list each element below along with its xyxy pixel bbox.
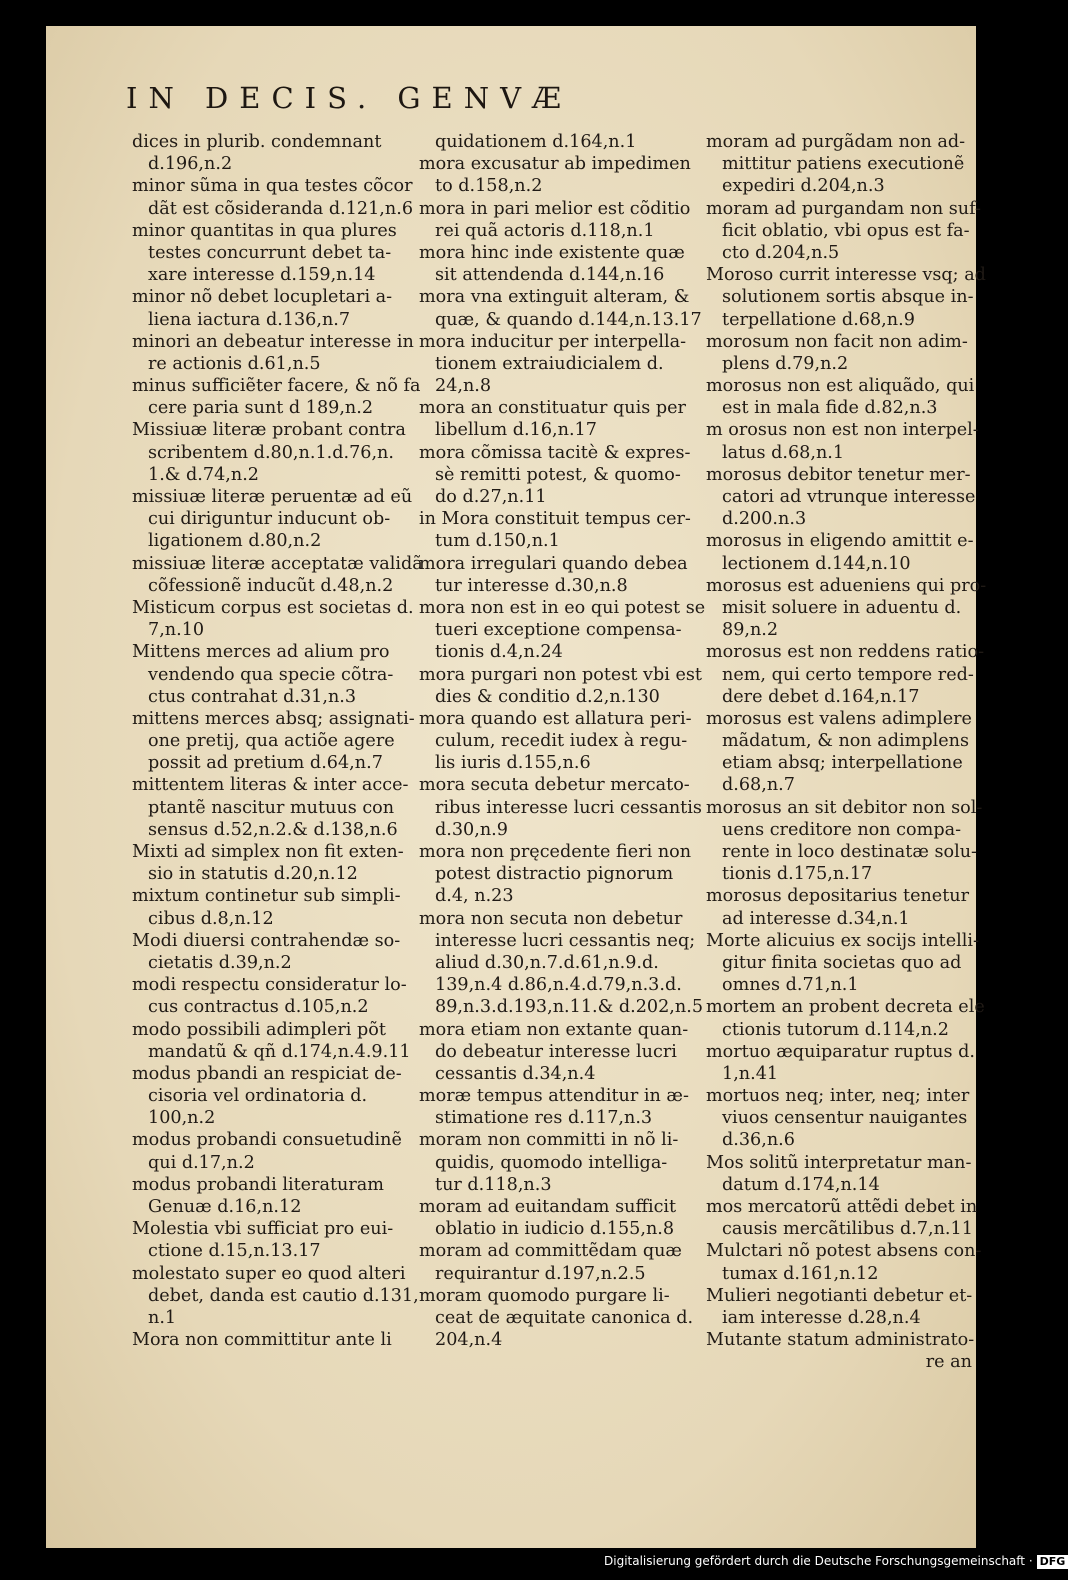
index-line: quidis, quomodo intelliga- [435,1152,668,1173]
index-line: re an [925,1352,972,1373]
index-line: viuos censentur nauigantes [722,1108,968,1129]
index-line: sensus d.52,n.2.& d.138,n.6 [148,819,398,840]
index-line: testes concurrunt debet ta- [148,242,392,263]
index-line: minor quantitas in qua plures [132,220,397,241]
index-line: mittens merces absq; assignati- [132,708,415,729]
index-line: Mittens merces ad alium pro [132,642,390,663]
index-line: morosus est valens adimplere [706,708,972,729]
index-line: cõfessionẽ inducũt d.48,n.2 [148,575,394,596]
index-line: lectionem d.144,n.10 [722,553,911,574]
index-line: Mulctari nõ potest absens con- [706,1241,982,1262]
index-line: tum d.150,n.1 [435,531,560,552]
index-line: quæ, & quando d.144,n.13.17 [435,309,702,330]
index-line: Mos solitũ interpretatur man- [706,1152,972,1173]
index-line: Mixti ad simplex non fit exten- [132,842,404,862]
index-line: scribentem d.80,n.1.d.76,n. [148,442,394,463]
index-line: mora in pari melior est cõditio [419,198,691,219]
index-line: qui d.17,n.2 [148,1152,255,1173]
index-line: mandatũ & qñ d.174,n.4.9.11 [148,1041,411,1062]
index-line: cto d.204,n.5 [722,242,840,263]
index-line: ad interesse d.34,n.1 [722,908,910,929]
index-line: do debeatur interesse lucri [435,1041,677,1062]
index-line: terpellatione d.68,n.9 [722,309,915,330]
index-line: mora inducitur per interpella- [419,331,687,352]
index-line: tueri exceptione compensa- [435,620,682,641]
index-line: minori an debeatur interesse in [132,331,414,352]
index-line: misit soluere in aduentu d. [722,597,962,618]
index-column-1 [132,131,423,1351]
index-line: ctionis tutorum d.114,n.2 [722,1019,949,1040]
index-line: mortuos neq; inter, neq; inter [706,1086,970,1107]
index-line: to d.158,n.2 [435,176,543,197]
index-line: mora cõmissa tacitè & expres- [419,442,691,463]
index-line: iam interesse d.28,n.4 [722,1307,921,1328]
index-line: tur interesse d.30,n.8 [435,575,628,596]
index-line: molestato super eo quod alteri [132,1263,406,1284]
index-line: morosus in eligendo amittit e- [706,531,974,552]
index-line: d.200.n.3 [722,509,807,530]
index-line: 7,n.10 [148,620,205,641]
index-line: 89,n.3.d.193,n.11.& d.202,n.5 [435,997,704,1018]
index-line: d.30,n.9 [435,819,508,840]
index-line: aliud d.30,n.7.d.61,n.9.d. [435,952,659,973]
index-line: est in mala fide d.82,n.3 [722,398,938,419]
index-line: minor sũma in qua testes cõcor [132,176,413,197]
index-line: requirantur d.197,n.2.5 [435,1263,646,1284]
index-line: mos mercatorũ attẽdi debet in [706,1197,978,1217]
index-line: cisoria vel ordinatoria d. [148,1086,368,1107]
index-line: gitur finita societas quo ad [722,952,962,973]
index-line: ribus interesse lucri cessantis [435,797,702,818]
index-line: datum d.174,n.14 [722,1174,880,1195]
index-line: mortuo æquiparatur ruptus d. [706,1041,975,1062]
index-line: mora quando est allatura peri- [419,708,692,729]
index-line: moram non committi in nõ li- [419,1130,679,1151]
index-line: modus probandi literaturam [132,1174,384,1195]
index-line: Morte alicuius ex socijs intelli- [706,930,979,951]
index-line: tionem extraiudicialem d. [435,353,664,374]
index-line: 1.& d.74,n.2 [148,464,259,485]
index-line: missiuæ literæ acceptatæ validã [132,553,423,574]
index-line: 1,n.41 [722,1063,779,1084]
index-line: mora non secuta non debetur [419,908,683,929]
index-line: Mulieri negotianti debetur et- [706,1285,973,1306]
index-line: cus contractus d.105,n.2 [148,997,369,1018]
index-line: ceat de æquitate canonica d. [435,1307,694,1328]
index-line: tionis d.175,n.17 [722,864,873,885]
index-line: mora vna extinguit alteram, & [419,287,690,308]
index-line: morosus non est aliquãdo, qui [706,376,975,397]
index-line: morosum non facit non adim- [706,331,968,352]
index-line: mora an constituatur quis per [419,398,686,419]
index-line: debet, danda est cautio d.131, [148,1285,419,1306]
index-line: d.196,n.2 [148,154,233,175]
index-line: potest distractio pignorum [435,864,674,885]
index-line: stimatione res d.117,n.3 [435,1108,653,1129]
index-line: do d.27,n.11 [435,487,547,507]
index-line: liena iactura d.136,n.7 [148,309,351,330]
index-line: ligationem d.80,n.2 [148,531,322,552]
index-line: moram ad purgãdam non ad- [706,132,966,152]
index-line: 204,n.4 [435,1330,503,1351]
index-line: dãt est cõsideranda d.121,n.6 [148,198,414,219]
index-line: cibus d.8,n.12 [148,908,274,929]
index-line: omnes d.71,n.1 [722,975,859,996]
index-column-3 [706,131,987,1374]
index-line: lis iuris d.155,n.6 [435,753,591,774]
index-line: morosus est adueniens qui pro- [706,575,987,596]
index-line: re actionis d.61,n.5 [148,353,321,374]
index-line: morosus debitor tenetur mer- [706,464,971,485]
index-line: mora non pręcedente fieri non [419,842,692,862]
index-line: Mora non committitur ante li [132,1330,392,1351]
index-line: moram quomodo purgare li- [419,1285,670,1306]
index-line: cui diriguntur inducunt ob- [148,509,391,530]
index-line: 100,n.2 [148,1108,216,1129]
index-line: ctus contrahat d.31,n.3 [148,686,357,707]
index-line: xare interesse d.159,n.14 [148,265,376,286]
index-line: rente in loco destinatæ solu- [722,842,977,862]
index-line: 139,n.4 d.86,n.4.d.79,n.3.d. [435,975,682,996]
index-line: d.68,n.7 [722,775,795,796]
index-line: modus pbandi an respiciat de- [132,1063,402,1084]
index-line: mora non est in eo qui potest se [419,597,706,618]
index-line: culum, recedit iudex à regu- [435,731,688,752]
index-line: dies & conditio d.2,n.130 [435,686,660,707]
index-line: catori ad vtrunque interesse [722,487,976,507]
digitization-footer [604,1551,1066,1571]
index-line: sio in statutis d.20,n.12 [148,864,358,885]
index-line: tur d.118,n.3 [435,1174,552,1195]
index-line: mixtum continetur sub simpli- [132,886,401,907]
index-line: morosus an sit debitor non sol- [706,797,983,818]
index-line: mora excusatur ab impedimen [419,154,691,175]
index-line: d.36,n.6 [722,1130,795,1151]
index-line: mora hinc inde existente quæ [419,242,685,263]
index-line: sit attendenda d.144,n.16 [435,265,665,286]
index-line: mora secuta debetur mercato- [419,775,690,796]
index-line: Modi diuersi contrahendæ so- [132,930,401,951]
index-line: oblatio in iudicio d.155,n.8 [435,1219,675,1240]
index-line: Misticum corpus est societas d. [132,597,414,618]
index-line: causis mercãtilibus d.7,n.11 [722,1219,973,1240]
index-line: minus sufficiẽter facere, & nõ fa [132,376,421,397]
index-line: vendendo qua specie cõtra- [148,664,394,685]
index-line: cere paria sunt d 189,n.2 [148,398,374,419]
index-line: n.1 [148,1307,177,1328]
index-line: uens creditore non compa- [722,819,962,840]
index-line: dere debet d.164,n.17 [722,686,920,707]
index-line: modus probandi consuetudinẽ [132,1130,402,1151]
index-line: Moroso currit interesse vsq; ad [706,265,986,286]
index-line: Mutante statum administrato- [706,1330,975,1351]
index-line: 24,n.8 [435,376,492,397]
index-line: d.4, n.23 [435,886,514,907]
index-line: Missiuæ literæ probant contra [132,420,406,441]
index-line: mittitur patiens executionẽ [722,154,965,175]
index-line: mãdatum, & non adimplens [722,731,970,752]
index-line: morosus est non reddens ratio- [706,642,985,663]
index-line: possit ad pretium d.64,n.7 [148,753,383,774]
book-page [46,26,987,1548]
footer-text: Digitalisierung gefördert durch die Deutsche Forschungsgemeinschaft · [604,1554,1033,1568]
index-line: Genuæ d.16,n.12 [148,1197,302,1217]
index-line: interesse lucri cessantis neq; [435,930,696,951]
index-line: libellum d.16,n.17 [435,420,597,441]
index-line: rei quã actoris d.118,n.1 [435,220,655,241]
index-line: Molestia vbi sufficiat pro eui- [132,1219,394,1240]
index-column-2 [419,131,706,1351]
dfg-logo: DFG [1037,1555,1068,1569]
index-line: one pretij, qua actiõe agere [148,731,395,752]
index-line: 89,n.2 [722,620,779,641]
index-line: in Mora constituit tempus cer- [419,509,691,530]
index-line: tionis d.4,n.24 [435,642,563,663]
index-line: etiam absq; interpellatione [722,753,963,774]
index-line: missiuæ literæ peruentæ ad eũ [132,487,413,507]
index-line: cessantis d.34,n.4 [435,1063,596,1084]
index-line: moræ tempus attenditur in æ- [419,1086,689,1107]
index-line: ctione d.15,n.13.17 [148,1241,321,1262]
index-line: moram ad euitandam sufficit [419,1197,677,1217]
index-line: modo possibili adimpleri põt [132,1019,386,1040]
index-line: mora purgari non potest vbi est [419,664,702,685]
index-line: mittentem literas & inter acce- [132,775,409,796]
index-line: expediri d.204,n.3 [722,176,885,197]
index-line: moram ad purgandam non suf- [706,198,981,219]
index-line: moram ad committẽdam quæ [419,1241,682,1262]
index-line: mora etiam non extante quan- [419,1019,689,1040]
index-line: sè remitti potest, & quomo- [435,464,681,485]
index-line: dices in plurib. condemnant [132,132,382,152]
index-line: nem, qui certo tempore red- [722,664,974,685]
index-line: morosus depositarius tenetur [706,886,970,907]
index-line: ficit oblatio, vbi opus est fa- [722,220,970,241]
running-header: IN DECIS. GENVÆ [126,81,573,115]
index-line: m orosus non est non interpel- [706,420,979,441]
index-line: mora irregulari quando debea [419,553,688,574]
index-line: tumax d.161,n.12 [722,1263,879,1284]
index-line: cietatis d.39,n.2 [148,952,292,973]
index-line: quidationem d.164,n.1 [435,132,637,152]
index-line: plens d.79,n.2 [722,353,849,374]
index-line: solutionem sortis absque in- [722,287,974,308]
index-line: ptantẽ nascitur mutuus con [148,797,395,818]
index-line: latus d.68,n.1 [722,442,845,463]
index-line: mortem an probent decreta ele [706,997,985,1018]
index-line: minor nõ debet locupletari a- [132,287,393,308]
index-line: modi respectu consideratur lo- [132,975,407,996]
